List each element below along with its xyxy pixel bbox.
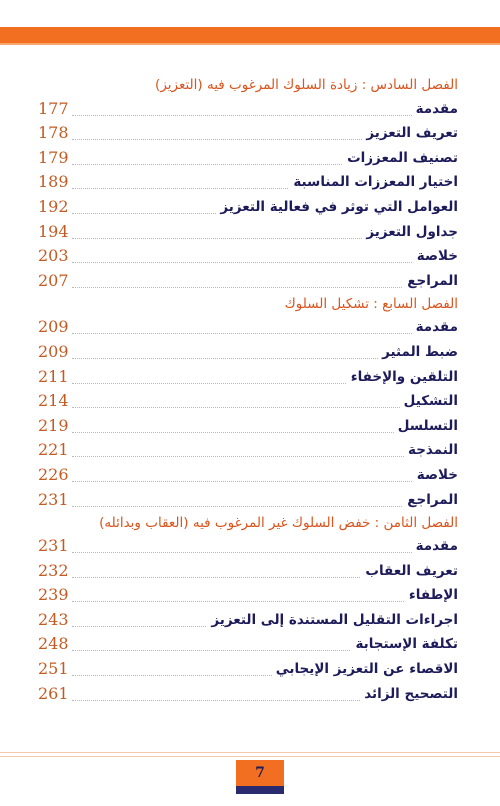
entry-title: اجراءات التقليل المستندة إلى التعزيز	[207, 611, 458, 629]
entry-title: الاقصاء عن التعزيز الإيجابي	[272, 660, 458, 678]
dot-leader	[72, 601, 458, 602]
entry-title: مقدمة	[412, 318, 458, 336]
entry-title: المراجع	[403, 272, 458, 290]
entry-title: التلقين والإخفاء	[347, 368, 458, 386]
page-number: 179	[38, 147, 69, 167]
dot-leader	[72, 333, 458, 334]
entry-title: ضبط المثير	[378, 343, 458, 361]
page-number: 214	[38, 391, 69, 411]
page-number: 203	[38, 246, 69, 266]
page-number-base	[236, 786, 284, 794]
entry-title: خلاصة	[413, 466, 458, 484]
page-number: 248	[38, 634, 69, 654]
chapter-heading: الفصل السابع : تشكيل السلوك	[284, 295, 458, 312]
page-number: 232	[38, 560, 69, 580]
page-number: 243	[38, 609, 69, 629]
entry-title: النمذجة	[404, 441, 458, 459]
toc-entry[interactable]	[38, 364, 458, 389]
entry-title: مقدمة	[412, 100, 458, 118]
toc-entry[interactable]	[38, 339, 458, 364]
entry-title: تكلفة الإستجابة	[351, 635, 458, 653]
toc-entry[interactable]	[38, 389, 458, 414]
dot-leader	[72, 481, 458, 482]
page-number: 231	[38, 536, 69, 556]
chapter-heading: الفصل الثامن : خفض السلوك غير المرغوب فيه (العقاب وبدائله)	[99, 514, 458, 531]
page-number: 239	[38, 585, 69, 605]
table-of-contents	[38, 74, 458, 706]
toc-entry[interactable]	[38, 583, 458, 608]
entry-title: جداول التعزيز	[362, 223, 458, 241]
entry-title: التسلسل	[394, 417, 458, 435]
dot-leader	[72, 506, 458, 507]
page-number: 209	[38, 341, 69, 361]
toc-entry[interactable]	[38, 607, 458, 632]
dot-leader	[72, 287, 458, 288]
dot-leader	[72, 552, 458, 553]
entry-title: مقدمة	[412, 537, 458, 555]
toc-entry[interactable]	[38, 194, 458, 219]
page-number: 251	[38, 659, 69, 679]
page-number-box: 7	[236, 760, 284, 786]
dot-leader	[72, 115, 458, 116]
entry-title: اختيار المعززات المناسبة	[289, 173, 458, 191]
footer-rule	[0, 752, 500, 753]
page-number: 207	[38, 270, 69, 290]
toc-entry[interactable]	[38, 413, 458, 438]
page-number: 189	[38, 172, 69, 192]
entry-title: التصحيح الزائد	[360, 685, 458, 703]
entry-title: المراجع	[403, 491, 458, 509]
toc-entry[interactable]	[38, 438, 458, 463]
toc-entry[interactable]	[38, 145, 458, 170]
toc-entry[interactable]	[38, 219, 458, 244]
toc-entry[interactable]	[38, 244, 458, 269]
chapter-heading: الفصل السادس : زيادة السلوك المرغوب فيه (التعزيز)	[155, 77, 458, 93]
page-number: 211	[38, 366, 69, 386]
page-number: 209	[38, 317, 69, 337]
header-rule	[0, 43, 500, 45]
toc-entry[interactable]	[38, 268, 458, 293]
toc-entry[interactable]	[38, 315, 458, 340]
footer-rules	[0, 752, 500, 757]
page-number: 261	[38, 683, 69, 703]
toc-entry[interactable]	[38, 462, 458, 487]
toc-entry[interactable]	[38, 632, 458, 657]
page-number: 231	[38, 489, 69, 509]
entry-title: العوامل التي توثر في فعالية التعزيز	[216, 198, 458, 216]
entry-title: تصنيف المعززات	[343, 149, 458, 167]
toc-entry[interactable]	[38, 170, 458, 195]
dot-leader	[72, 456, 458, 457]
header-bar	[0, 27, 500, 43]
entry-title: الإطفاء	[405, 586, 458, 604]
page-number: 192	[38, 196, 69, 216]
page-number: 178	[38, 123, 69, 143]
footer-rule	[0, 756, 500, 757]
toc-entry[interactable]	[38, 656, 458, 681]
page-number: 194	[38, 221, 69, 241]
page-number: 219	[38, 415, 69, 435]
dot-leader	[72, 262, 458, 263]
toc-entry[interactable]	[38, 487, 458, 512]
entry-title: خلاصة	[413, 247, 458, 265]
page-number: 226	[38, 464, 69, 484]
toc-entry[interactable]	[38, 534, 458, 559]
toc-entry[interactable]	[38, 558, 458, 583]
page-number: 221	[38, 440, 69, 460]
toc-entry[interactable]	[38, 121, 458, 146]
page-number: 177	[38, 98, 69, 118]
entry-title: تعريف العقاب	[361, 562, 458, 580]
toc-entry[interactable]	[38, 96, 458, 121]
entry-title: التشكيل	[400, 392, 458, 410]
entry-title: تعريف التعزيز	[362, 124, 458, 142]
toc-entry[interactable]	[38, 681, 458, 706]
